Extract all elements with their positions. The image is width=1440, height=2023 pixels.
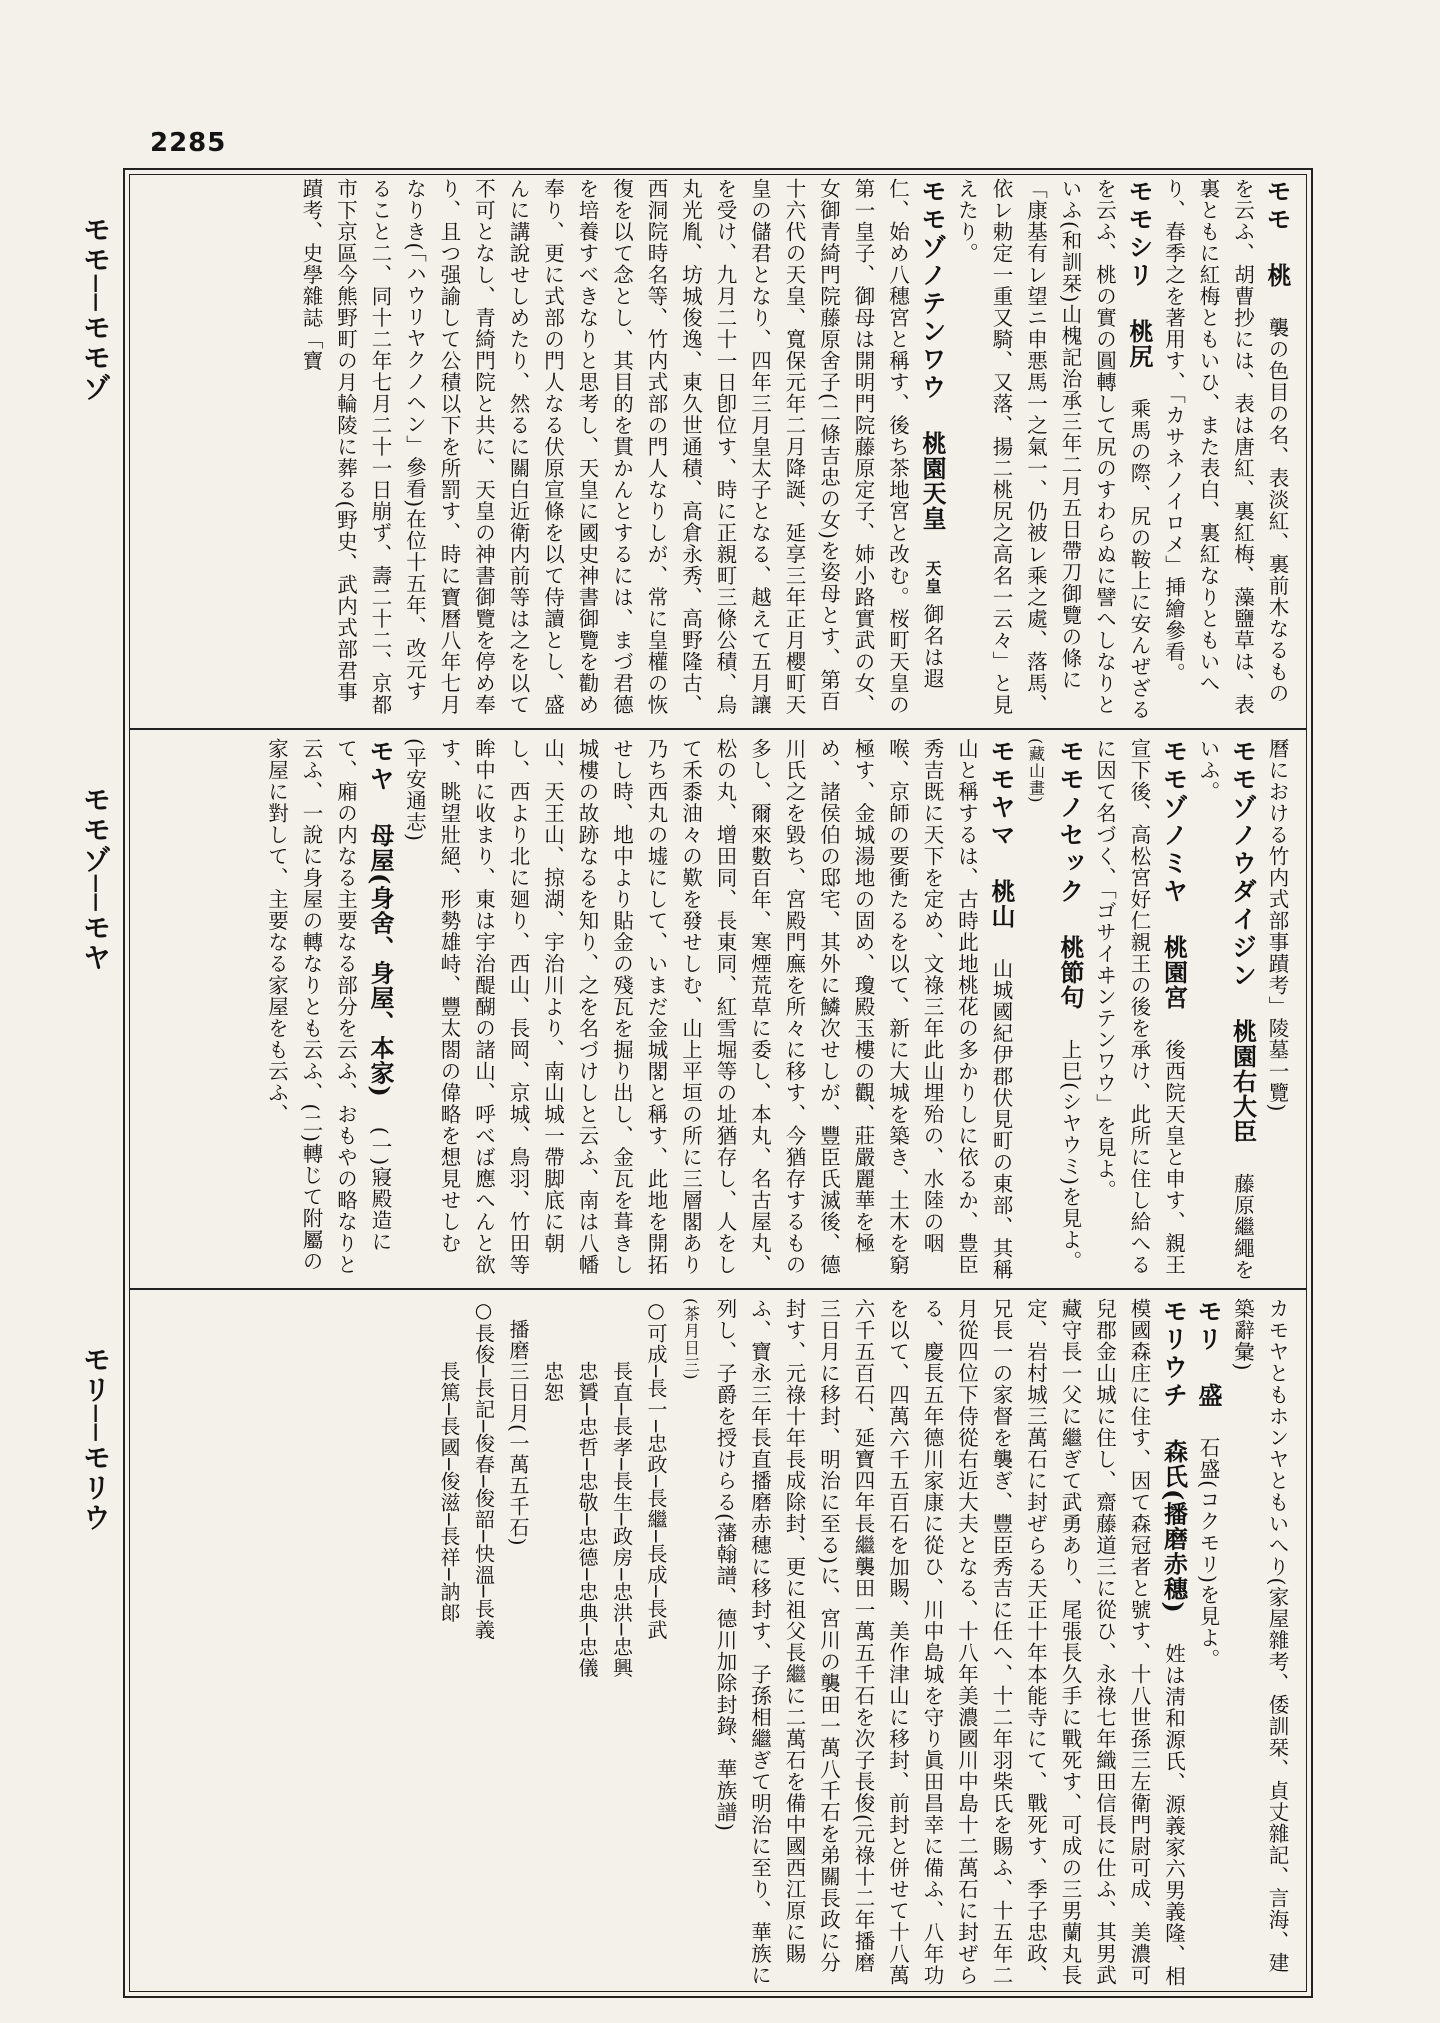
entry-headword: モモゾノウダイジン <box>1228 738 1258 990</box>
band-divider <box>129 1288 1307 1290</box>
entry-headword: モモゾノテンワウ <box>918 178 947 402</box>
entry-kanji: 桃尻 <box>1125 319 1154 370</box>
entry-headword: モモノセック <box>1056 738 1085 906</box>
dictionary-entry <box>949 178 1156 723</box>
entry-body: 御名は遐仁、始め八穗宮と稱す、後ち茶地宮と改む。桜町天皇の第一皇子、御母は開明門院藤原定子、姉小路實武の女、女御青綺門院藤原舍子(二條吉忠の女)を姿母とす、第百十六代の天皇、寬保元年二月降誕、延享三年正月櫻町天皇の儲君となり、四年三月皇太子となる、越えて五月讓を受け、九月二十一日卽位す、時に正親町三條公積、烏丸光胤、坊城俊逸、東久世通積、高倉永秀、高野隆古、西洞院時名等、竹内式部の門人なりしが、常に皇權の恢復を以て念とし、其目的を貫かんとするには、まづ君德を培養すべきなりと思考し、天皇に國史神書御覽を勸め奉り、更に式部の門人なる伏原宣條を以て侍讀とし、盛んに講說せしめたり、然るに關白近衛内前等は之を以て不可となし、青綺門院と共に、天皇の神書御覽を停め奉り、且つ强諭して公積以下を所罰す、時に寶曆八年七月なりき(「ハウリヤクノヘン」參看)在位十五年、改元すること二、同十二年七月二十一日崩ず、壽二十二、京都市下京區今熊野町の月輪陵に葬る(野史、武内式部君事蹟考、史學雜誌「寶 <box>299 178 944 716</box>
text-columns <box>142 178 1294 723</box>
entry-body: (一)寢殿造にて、廂の内なる主要なる部分を云ふ、おもやの略なりと云ふ、一說に身屋の轉なりとも云ふ、(二)轉じて附屬の家屋に對して、主要なる家屋をも云ふ、 <box>264 738 392 1276</box>
running-head-middle: モモゾ──モヤ <box>79 785 112 973</box>
entry-headword: モリウチ <box>1159 1298 1189 1410</box>
entry-body: 石盛(コクモリ)を見よ。 <box>1196 1437 1220 1671</box>
entry-headword: モモシリ <box>1125 178 1154 290</box>
running-head-top: モモ──モモゾ <box>79 215 112 403</box>
genealogy-line: ○可成─長一─忠政─長繼─長成─長武 <box>644 1298 668 1641</box>
entry-kanji: 桃園天皇 <box>918 431 947 532</box>
genealogy-line: 忠恕 <box>540 1298 565 1403</box>
entry-kanji: 盛 <box>1194 1383 1223 1409</box>
caption-text: (茶月日三) <box>681 1298 701 1381</box>
text-columns <box>142 738 1294 1283</box>
entry-headword: モモ <box>1263 178 1292 234</box>
genealogy-line: 長直─長孝─長生─政房─忠洪─忠興 <box>609 1298 634 1679</box>
dictionary-entry-continued <box>1225 1298 1294 1993</box>
dictionary-entry <box>1191 738 1260 1283</box>
text-columns <box>142 1298 1294 1993</box>
text-band-bottom <box>142 1298 1294 1993</box>
dictionary-entry <box>1156 178 1294 723</box>
entry-headword: モリ <box>1194 1298 1223 1354</box>
entry-headword: モモヤマ <box>987 738 1016 850</box>
entry-kanji: 桃山 <box>987 879 1016 930</box>
entry-body: 姓は淸和源氏、源義家六男義隆、相模國森庄に住す、因て森冠者と號す、十八世孫三左衛門尉可成、美濃可兒郡金山城に住し、齋藤道三に從ひ、永祿七年織田信長に仕ふ、其男武藏守長一父に繼ぎて武勇あり、尾張長久手に戰死す、可成の三男蘭丸長定、岩村城三萬石に封ぜらる天正十年本能寺にて、戰死す、季子忠政、兄長一の家督を襲ぎ、豐臣秀吉に任へ、十二年羽柴氏を賜ふ、十五年二月從四位下侍從右近大夫となる、十八年美濃國川中島十二萬石に封ぜらる、慶長五年德川家康に從ひ、川中島城を守り眞田昌幸に備ふ、八年功を以て、四萬六千五百石を加賜、美作津山に移封、前封と併せて十八萬六千五百石、延寶四年長繼襲田一萬五千石を次子長俊(元祿十二年播磨三日月に移封、明治に至る)に、宮川の襲田一萬八千石を弟關長政に分封す、元祿十年長成除封、更に祖父長繼に二萬石を備中國西江原に賜ふ、寶永三年長直播磨赤穗に移封す、子孫相繼ぎて明治に至り、華族に列し、子爵を授けらる(藩翰譜、德川加除封錄、華族譜) <box>713 1298 1186 1987</box>
dictionary-entry <box>1087 738 1191 1283</box>
dictionary-entry <box>294 178 950 723</box>
running-head-bottom: モリ──モリウ <box>79 1345 112 1533</box>
text-band-middle <box>142 738 1294 1283</box>
entry-headword: モヤ <box>366 738 395 794</box>
dictionary-entry <box>1191 1298 1226 1993</box>
page-number: 2285 <box>150 128 227 158</box>
entry-headword: モモゾノミヤ <box>1159 738 1189 906</box>
entry-body: 曆における竹内式部事蹟考」陵墓一覽) <box>1265 738 1289 1113</box>
entry-body: 乘馬の際、尻の鞍上に安んぜざるを云ふ、桃の實の圓轉して尻のすわらぬに譬へしなりといふ(和訓栞)山槐記治承三年二月五日帶刀御覽の條に「康基有レ望ニ申悪馬一之氣一、仍被レ乘之處、落馬、依レ勅定一重又騎、又落、揚二桃尻之高名一云々」と見えたり。 <box>954 178 1151 721</box>
entry-body: 山城國紀伊郡伏見町の東部、其稱山と稱するは、古時此地桃花の多かりしに依るか、豊臣秀吉既に天下を定め、文祿三年此山埋殆の、水陸の咽喉、京師の要衝たるを以て、新に大城を築き、土木を窮極す、金城湯地の固め、瓊殿玉樓の觀、莊嚴麗華を極め、諸侯伯の邸宅、其外に鱗次せしが、豐臣氏滅後、德川氏之を毀ち、宮殿門廡を所々に移す、今猶存するもの多し、爾來數百年、寒煙荒草に委し、本丸、名古屋丸、松の丸、增田同、長東同、紅雪堀等の址猶存し、人をして禾黍油々の歎を發せしむ、山上平垣の所に三層閣あり乃ち西丸の墟にして、いまだ金城閣と稱す、此地を開拓せし時、地中より貼金の殘瓦を掘り出し、金瓦を葺きし城樓の故跡なるを知り、之を名づけしと云ふ、南は八幡山、天王山、掠湖、宇治川より、南山城一帶脚底に朝し、西より北に廻り、西山、長岡、京城、鳥羽、竹田等眸中に收まり、東は宇治醍醐の諸山、呼べば應へんと欲す、眺望壯絕、形勢雄峙、豐太閤の偉略を想見せしむ(平安通志) <box>402 738 1013 1281</box>
entry-body: 襲の色目の名、表淡紅、裏前木なるものを云ふ、胡曹抄には、表は唐紅、裏紅梅、藻鹽草は、表裏ともに紅梅ともいひ、また表白、裏紅なりともいへり、春季之を著用す、「カサネノイロメ」挿繪參看。 <box>1161 178 1289 716</box>
genealogy-line: 播磨三日月(一萬五千石) <box>506 1298 530 1547</box>
dictionary-entry <box>397 738 1018 1283</box>
band-divider <box>129 728 1307 730</box>
dictionary-entry <box>708 1298 1191 1993</box>
entry-kanji: 桃節句 <box>1056 935 1085 1011</box>
entry-kanji: 母屋(身舍、身屋、本家) <box>366 823 395 1098</box>
entry-kanji: 桃園右大臣 <box>1228 1019 1258 1145</box>
dictionary-entry <box>259 738 397 1283</box>
entry-body: 後西院天皇と申す、親王宣下後、高松宮好仁親王の後を承け、此所に住し給へるに因て名づく、「ゴサイヰンテンワウ」を見よ。 <box>1092 738 1186 1276</box>
genealogy-line: 長篤─長國─俊滋─長祥─訥郞 <box>437 1298 461 1624</box>
entry-label: 天皇 <box>923 560 942 597</box>
entry-kanji: 桃 <box>1263 263 1292 289</box>
entry-kanji: 森氏(播磨赤穗) <box>1159 1439 1189 1614</box>
genealogy-line: ○長俊─長記─俊春─俊韶─快溫─長義 <box>471 1298 496 1641</box>
text-band-top <box>142 178 1294 723</box>
dictionary-entry <box>1053 738 1088 1283</box>
entry-body: 藤原繼繩をいふ。 <box>1196 738 1255 1281</box>
entry-kanji: 桃園宮 <box>1159 935 1189 1011</box>
dictionary-entry-continued <box>1260 738 1295 1283</box>
genealogy-line: 忠贇─忠哲─忠敬─忠德─忠典─忠儀 <box>575 1298 599 1679</box>
illustration-caption <box>1018 738 1053 1283</box>
entry-body: カモヤともホンヤともいへり(家屋雜考、倭訓栞、貞丈雜記、言海、建築辭彙) <box>1230 1298 1289 1974</box>
entry-body: 上巳(シヤウミ)を見よ。 <box>1058 1039 1082 1273</box>
illustration-caption <box>673 1298 708 1993</box>
caption-text: (藏山畫) <box>1026 738 1046 804</box>
